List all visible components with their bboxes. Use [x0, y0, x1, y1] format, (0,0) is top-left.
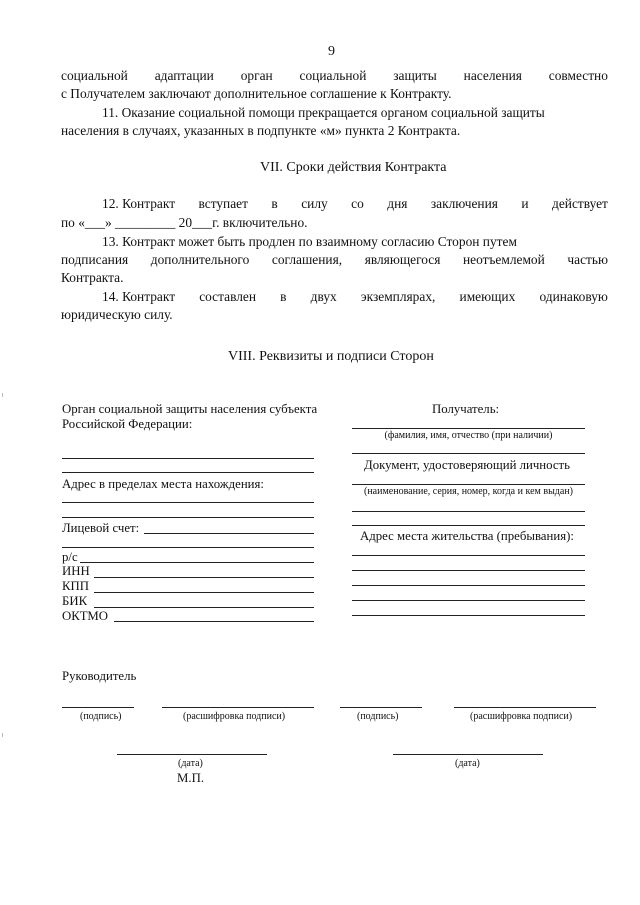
- word: социальной: [61, 68, 128, 83]
- word: экземплярах,: [360, 289, 436, 304]
- stamp-label: М.П.: [177, 771, 205, 785]
- word: орган: [240, 68, 273, 83]
- word: являющегося: [364, 252, 441, 267]
- section-8-heading: VIII. Реквизиты и подписи Сторон: [228, 349, 434, 364]
- word: неотъемлемой: [463, 252, 545, 267]
- residence-line-3[interactable]: [352, 585, 585, 586]
- org-label-line1: Орган социальной защиты населения субъекта: [62, 402, 318, 416]
- word: адаптации: [154, 68, 214, 83]
- word: заключения: [430, 196, 498, 211]
- bik-label: БИК: [62, 594, 88, 608]
- org-name-line-1[interactable]: [62, 458, 314, 459]
- word: дня: [387, 196, 408, 211]
- scan-mark: [2, 393, 3, 397]
- left-signature-caption: (подпись): [80, 711, 122, 722]
- left-decode-line[interactable]: [162, 707, 314, 708]
- word: социальной: [299, 68, 367, 83]
- address-line-1[interactable]: [62, 502, 314, 503]
- word: силу: [301, 196, 328, 211]
- word: со: [351, 196, 364, 211]
- paragraph-12-line2: по «___» _________ 20___г. включительно.: [61, 215, 308, 230]
- org-name-line-2[interactable]: [62, 472, 314, 473]
- rs-label: р/с: [62, 550, 78, 564]
- inn-label: ИНН: [62, 564, 90, 578]
- address-line-2[interactable]: [62, 517, 314, 518]
- paragraph-10-line2: с Получателем заключают дополнительное соглашение к Контракту.: [61, 86, 452, 101]
- recipient-line-2[interactable]: [352, 453, 585, 454]
- residence-line-5[interactable]: [352, 615, 585, 616]
- paragraph-13-line3: Контракта.: [61, 270, 124, 285]
- word: населения: [463, 68, 522, 83]
- word: совместно: [548, 68, 608, 83]
- id-doc-caption: (наименование, серия, номер, когда и кем выдан): [364, 486, 573, 497]
- id-doc-label: Документ, удостоверяющий личность: [364, 458, 570, 472]
- id-doc-line-1[interactable]: [352, 484, 585, 485]
- address-label: Адрес в пределах места нахождения:: [62, 477, 264, 491]
- left-date-line[interactable]: [117, 754, 267, 755]
- word: 14. Контракт: [102, 289, 176, 304]
- rs-line[interactable]: [80, 562, 314, 563]
- word: подписания: [61, 252, 129, 267]
- oktmo-label: ОКТМО: [62, 609, 109, 623]
- right-decode-caption: (расшифровка подписи): [470, 711, 573, 722]
- word: составлен: [199, 289, 257, 304]
- residence-line-4[interactable]: [352, 600, 585, 601]
- account-label: Лицевой счет:: [62, 521, 140, 535]
- word: двух: [310, 289, 337, 304]
- word: вступает: [198, 196, 248, 211]
- recipient-label: Получатель:: [432, 402, 500, 416]
- bik-line[interactable]: [94, 607, 314, 608]
- word: одинаковую: [539, 289, 608, 304]
- paragraph-11-line2: населения в случаях, указанных в подпункте «м» пункта 2 Контракта.: [61, 123, 461, 138]
- kpp-label: КПП: [62, 579, 90, 593]
- paragraph-13-line1: 13. Контракт может быть продлен по взаимному согласию Сторон путем: [102, 234, 517, 249]
- word: 12. Контракт: [102, 196, 176, 211]
- paragraph-12-line1: [102, 195, 608, 213]
- left-decode-caption: (расшифровка подписи): [183, 711, 286, 722]
- paragraph-14-line1: [102, 288, 608, 306]
- word: действует: [552, 196, 608, 211]
- kpp-line[interactable]: [94, 592, 314, 593]
- word: имеющих: [459, 289, 516, 304]
- left-signature-line[interactable]: [62, 707, 134, 708]
- word: в: [280, 289, 287, 304]
- right-date-caption: (дата): [455, 758, 480, 769]
- paragraph-14-line2: юридическую силу.: [61, 307, 173, 322]
- id-doc-line-3[interactable]: [352, 525, 585, 526]
- paragraph-10-line1: [61, 67, 608, 85]
- account-line[interactable]: [144, 533, 314, 534]
- page-number: 9: [328, 44, 335, 59]
- residence-line-1[interactable]: [352, 555, 585, 556]
- paragraph-11-line1: 11. Оказание социальной помощи прекращается органом социальной защиты: [102, 105, 545, 120]
- word: соглашения,: [271, 252, 343, 267]
- oktmo-line[interactable]: [114, 621, 314, 622]
- recipient-line-1[interactable]: [352, 428, 585, 429]
- account-line-2[interactable]: [62, 547, 314, 548]
- right-decode-line[interactable]: [454, 707, 596, 708]
- id-doc-line-2[interactable]: [352, 511, 585, 512]
- word: защиты: [393, 68, 437, 83]
- word: дополнительного: [150, 252, 250, 267]
- residence-line-2[interactable]: [352, 570, 585, 571]
- word: и: [521, 196, 529, 211]
- right-signature-caption: (подпись): [357, 711, 399, 722]
- fio-caption: (фамилия, имя, отчество (при наличии): [384, 430, 553, 441]
- word: частью: [567, 252, 608, 267]
- right-signature-line[interactable]: [340, 707, 422, 708]
- paragraph-13-line2: [61, 251, 608, 269]
- head-label: Руководитель: [62, 669, 137, 683]
- residence-label: Адрес места жительства (пребывания):: [360, 529, 574, 543]
- word: в: [271, 196, 278, 211]
- inn-line[interactable]: [94, 577, 314, 578]
- left-date-caption: (дата): [178, 758, 203, 769]
- org-label-line2: Российской Федерации:: [62, 417, 193, 431]
- scan-mark: [2, 733, 3, 737]
- section-7-heading: VII. Сроки действия Контракта: [260, 160, 447, 175]
- right-date-line[interactable]: [393, 754, 543, 755]
